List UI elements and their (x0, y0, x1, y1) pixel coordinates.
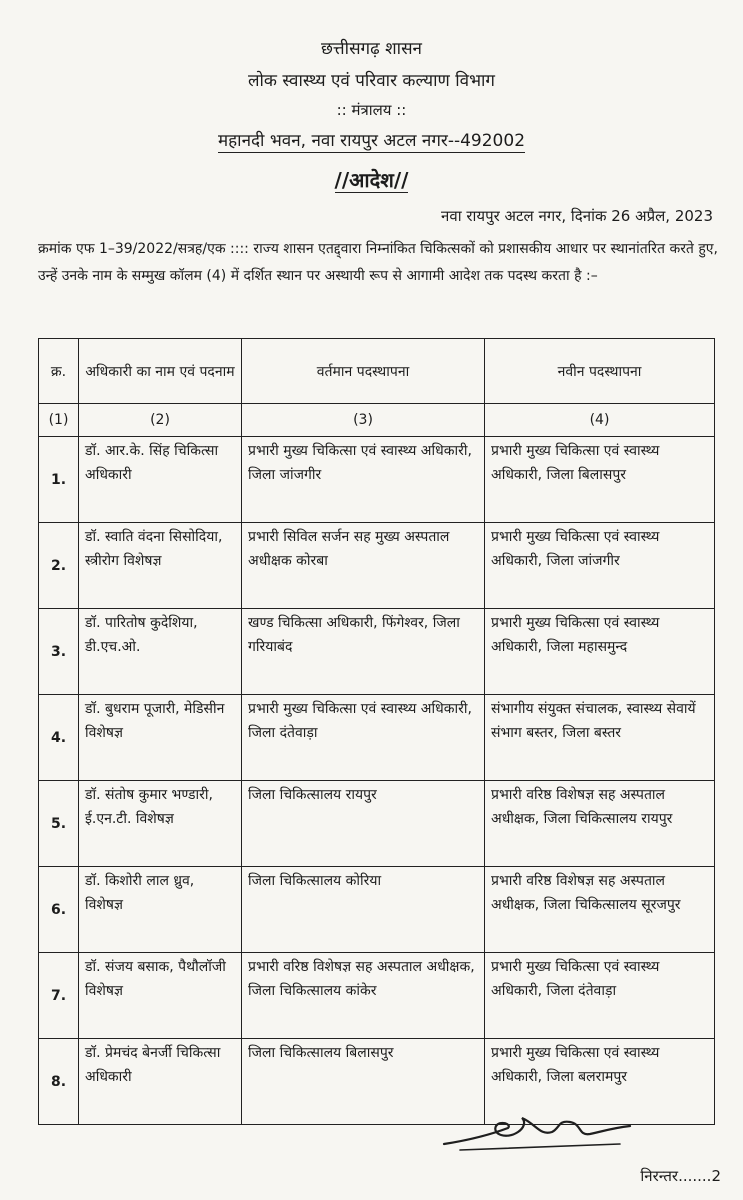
col-header-current: वर्तमान पदस्थापना (242, 339, 485, 404)
header-address-text: महानदी भवन, नवा रायपुर अटल नगर--492002 (217, 131, 526, 151)
cell-current-posting: जिला चिकित्सालय रायपुर (242, 781, 485, 867)
cell-current-posting: प्रभारी सिविल सर्जन सह मुख्य अस्पताल अधीक्षक कोरबा (242, 523, 485, 609)
cell-current-posting: खण्ड चिकित्सा अधिकारी, फिंगेश्वर, जिला गरियाबंद (242, 609, 485, 695)
header-government: छत्तीसगढ़ शासन (321, 39, 422, 59)
cell-serial: 8. (39, 1039, 79, 1125)
cell-officer: डॉ. पारितोष कुदेशिया, डी.एच.ओ. (79, 609, 242, 695)
col-header-name: अधिकारी का नाम एवं पदनाम (79, 339, 242, 404)
table-row (39, 523, 715, 609)
table-row (39, 437, 715, 523)
cell-officer: डॉ. किशोरी लाल ध्रुव, विशेषज्ञ (79, 867, 242, 953)
cell-officer: डॉ. आर.के. सिंह चिकित्सा अधिकारी (79, 437, 242, 523)
cell-new-posting: प्रभारी वरिष्ठ विशेषज्ञ सह अस्पताल अधीक्षक, जिला चिकित्सालय रायपुर (485, 781, 715, 867)
col-number: (4) (485, 404, 715, 437)
cell-serial: 4. (39, 695, 79, 781)
order-title-text: //आदेश// (334, 168, 409, 192)
order-title (0, 166, 743, 193)
cell-serial: 1. (39, 437, 79, 523)
table-row (39, 867, 715, 953)
header-department: लोक स्वास्थ्य एवं परिवार कल्याण विभाग (248, 71, 495, 91)
cell-current-posting: प्रभारी मुख्य चिकित्सा एवं स्वास्थ्य अधिकारी, जिला दंतेवाड़ा (242, 695, 485, 781)
signature-mark (440, 1110, 640, 1160)
cell-current-posting: प्रभारी वरिष्ठ विशेषज्ञ सह अस्पताल अधीक्षक, जिला चिकित्सालय कांकेर (242, 953, 485, 1039)
cell-serial: 3. (39, 609, 79, 695)
cell-new-posting: प्रभारी मुख्य चिकित्सा एवं स्वास्थ्य अधिकारी, जिला दंतेवाड़ा (485, 953, 715, 1039)
cell-new-posting: प्रभारी मुख्य चिकित्सा एवं स्वास्थ्य अधिकारी, जिला महासमुन्द (485, 609, 715, 695)
col-number: (1) (39, 404, 79, 437)
cell-current-posting: जिला चिकित्सालय बिलासपुर (242, 1039, 485, 1125)
cell-new-posting: संभागीय संयुक्त संचालक, स्वास्थ्य सेवायें संभाग बस्तर, जिला बस्तर (485, 695, 715, 781)
cell-new-posting: प्रभारी मुख्य चिकित्सा एवं स्वास्थ्य अधिकारी, जिला बलरामपुर (485, 1039, 715, 1125)
cell-current-posting: प्रभारी मुख्य चिकित्सा एवं स्वास्थ्य अधिकारी, जिला जांजगीर (242, 437, 485, 523)
col-number: (3) (242, 404, 485, 437)
cell-officer: डॉ. संतोष कुमार भण्डारी, ई.एन.टी. विशेषज्ञ (79, 781, 242, 867)
continuation-note: निरन्तर.......2 (640, 1167, 721, 1185)
cell-new-posting: प्रभारी वरिष्ठ विशेषज्ञ सह अस्पताल अधीक्षक, जिला चिकित्सालय सूरजपुर (485, 867, 715, 953)
cell-serial: 5. (39, 781, 79, 867)
cell-serial: 7. (39, 953, 79, 1039)
order-paragraph: क्रमांक एफ 1–39/2022/सत्रह/एक :::: राज्य शासन एतद्द्वारा निम्नांकित चिकित्सकों को प्रशासकीय आधार पर स्थानांतरित करते हुए, उन्हें उनके नाम के सम्मुख कॉलम (4) में दर्शित स्थान पर अस्थायी रूप से आगामी आदेश तक पदस्थ करता है :– (38, 241, 718, 284)
transfer-table (38, 338, 715, 1125)
cell-officer: डॉ. बुधराम पूजारी, मेडिसीन विशेषज्ञ (79, 695, 242, 781)
cell-new-posting: प्रभारी मुख्य चिकित्सा एवं स्वास्थ्य अधिकारी, जिला जांजगीर (485, 523, 715, 609)
cell-new-posting: प्रभारी मुख्य चिकित्सा एवं स्वास्थ्य अधिकारी, जिला बिलासपुर (485, 437, 715, 523)
col-header-serial: क्र. (39, 339, 79, 404)
cell-officer: डॉ. प्रेमचंद बेनर्जी चिकित्सा अधिकारी (79, 1039, 242, 1125)
column-number-row (39, 404, 715, 437)
header-ministry: :: मंत्रालय :: (336, 101, 407, 119)
dateline: नवा रायपुर अटल नगर, दिनांक 26 अप्रैल, 2023 (441, 207, 713, 225)
col-header-new: नवीन पदस्थापना (485, 339, 715, 404)
table-row (39, 953, 715, 1039)
table-header-row (39, 339, 715, 404)
cell-officer: डॉ. स्वाति वंदना सिसोदिया, स्त्रीरोग विशेषज्ञ (79, 523, 242, 609)
cell-officer: डॉ. संजय बसाक, पैथौलॉजी विशेषज्ञ (79, 953, 242, 1039)
cell-serial: 6. (39, 867, 79, 953)
table-row (39, 609, 715, 695)
header-address (0, 128, 743, 151)
table-row (39, 695, 715, 781)
cell-serial: 2. (39, 523, 79, 609)
col-number: (2) (79, 404, 242, 437)
table-row (39, 781, 715, 867)
cell-current-posting: जिला चिकित्सालय कोरिया (242, 867, 485, 953)
